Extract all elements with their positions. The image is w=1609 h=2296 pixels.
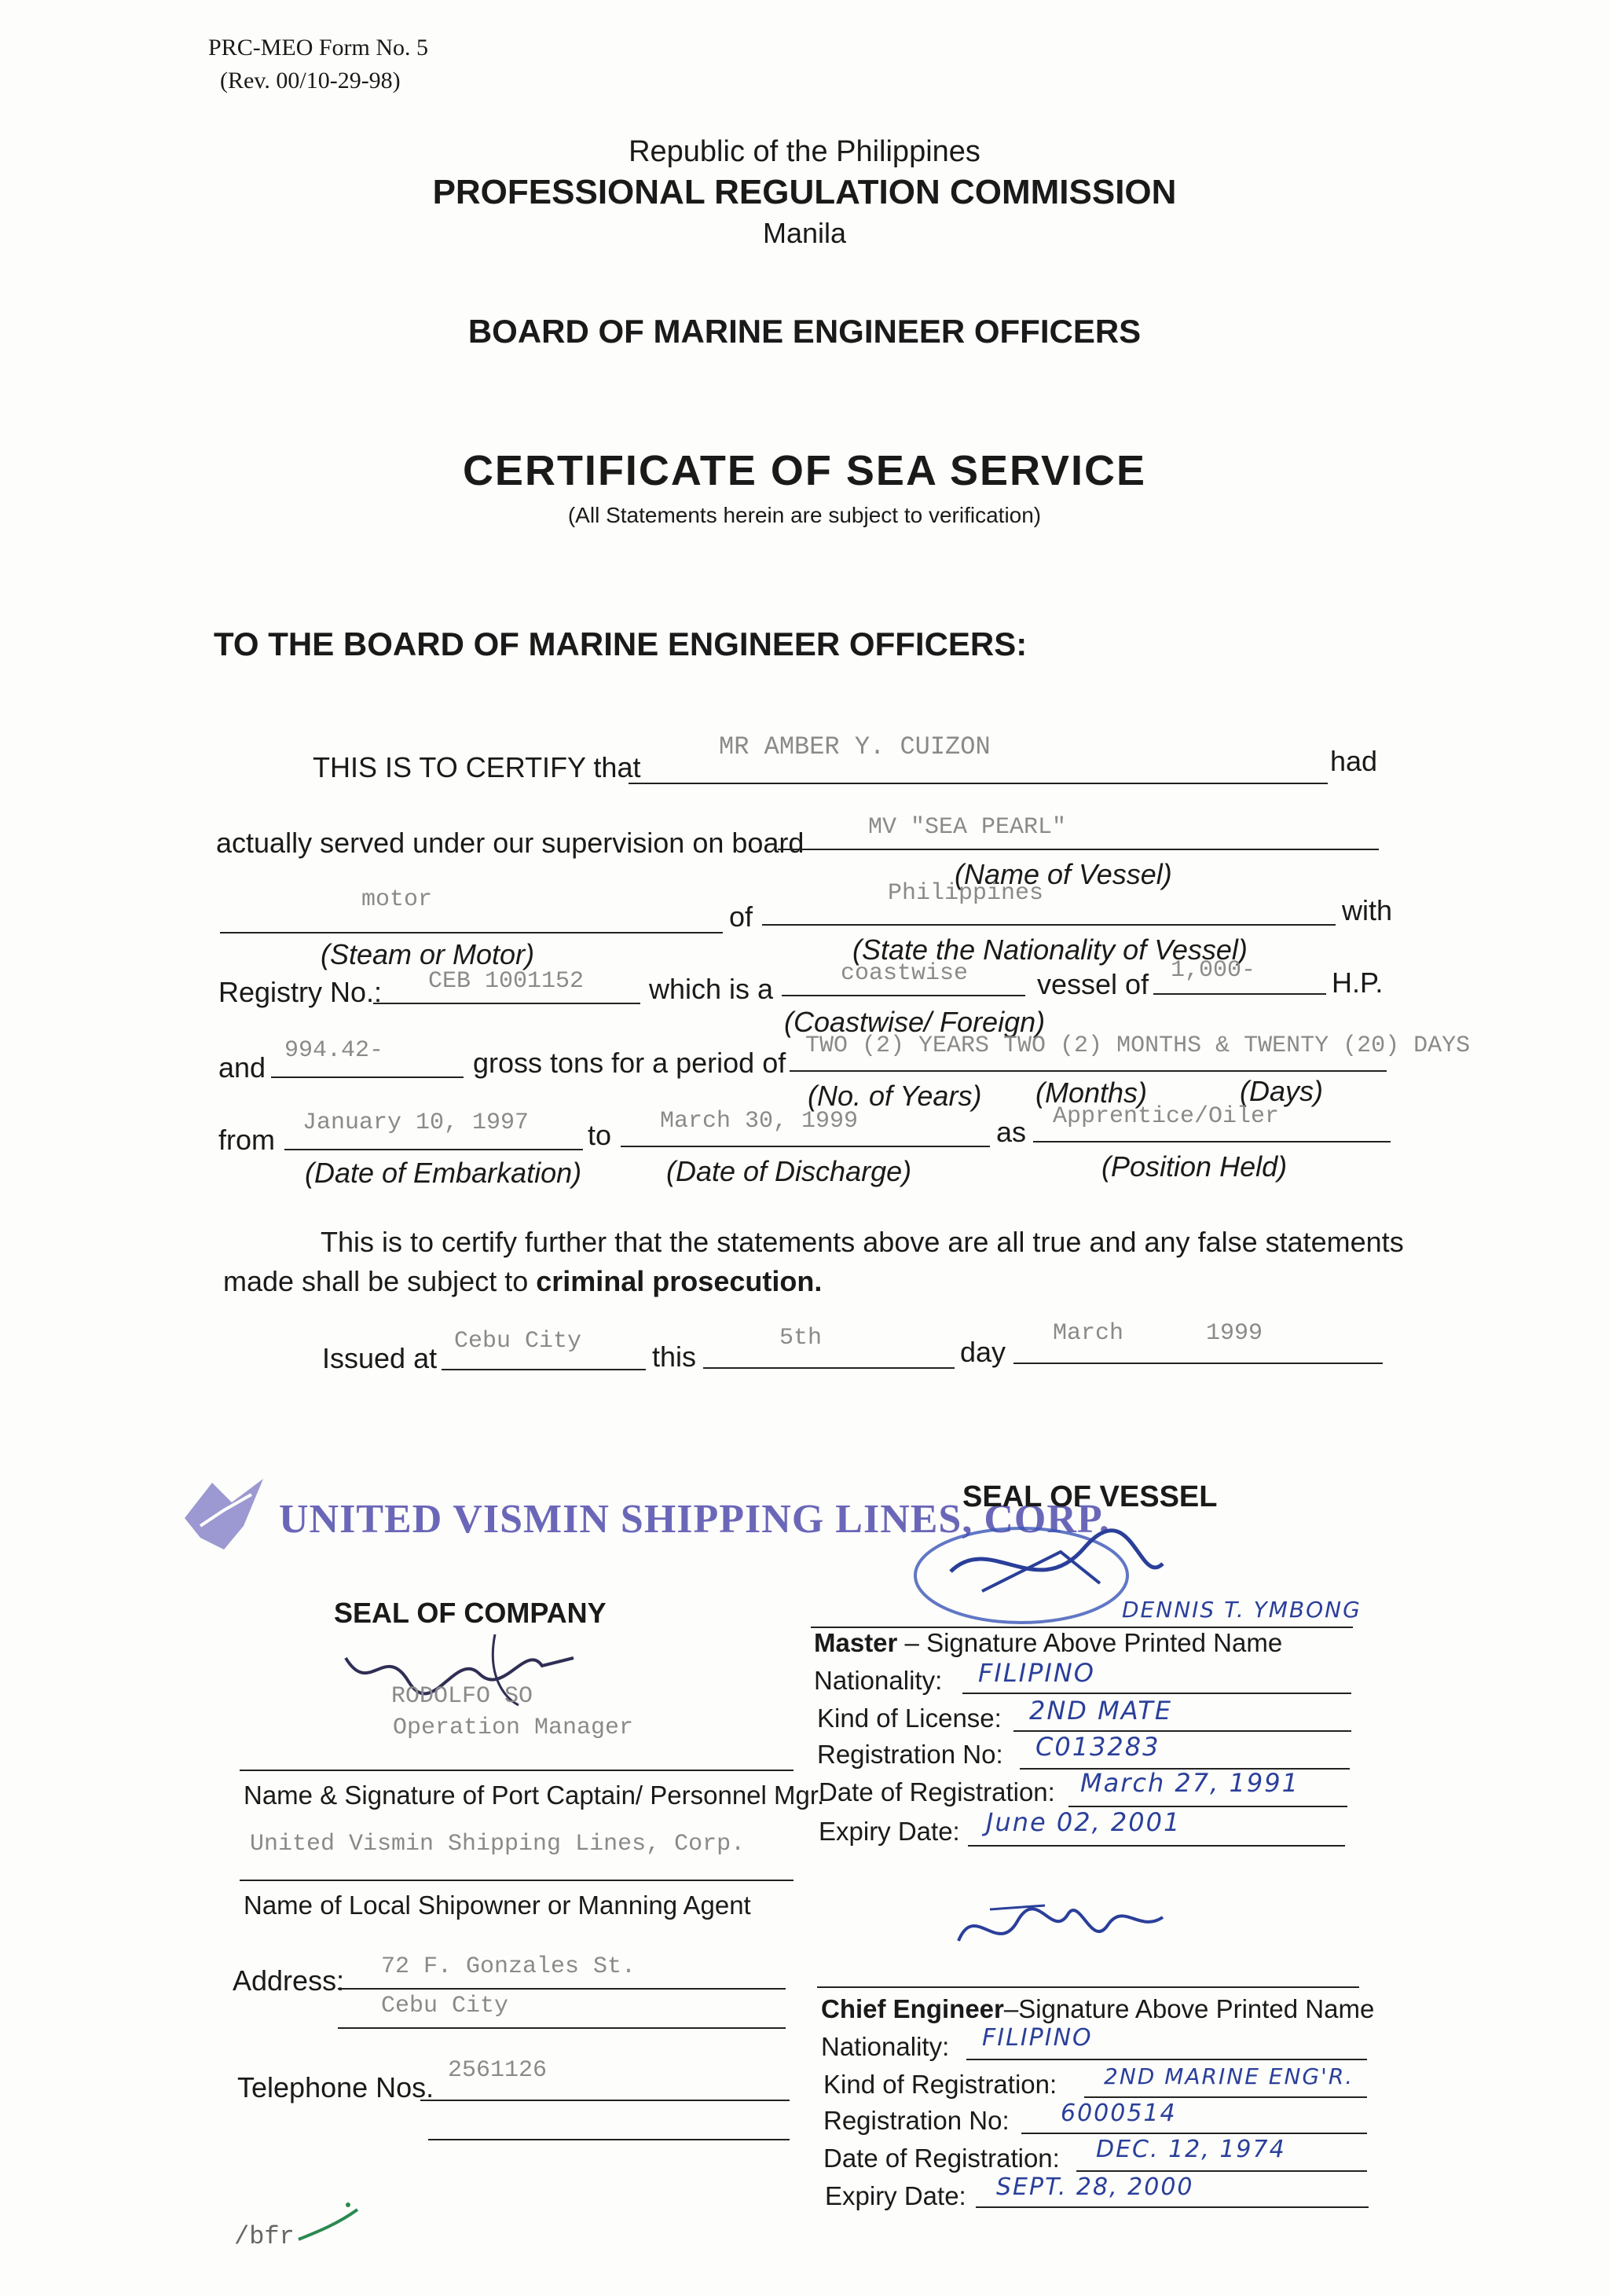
years-caption: (No. of Years) bbox=[808, 1080, 982, 1112]
served-label: actually served under our supervision on board bbox=[216, 827, 804, 859]
registry-line bbox=[373, 1003, 640, 1004]
phone-label: Telephone Nos. bbox=[237, 2071, 434, 2103]
manager-sig-caption: Name & Signature of Port Captain/ Personnel Mgr. bbox=[244, 1781, 825, 1810]
discharge-line bbox=[621, 1146, 990, 1147]
criminal-prosecution: criminal prosecution. bbox=[536, 1265, 823, 1297]
certificate-subtitle: (All Statements herein are subject to verification) bbox=[567, 503, 1042, 527]
chief-reg-no: 6000514 bbox=[1061, 2100, 1177, 2127]
master-nationality: FILIPINO bbox=[978, 1658, 1095, 1688]
issued-place: Cebu City bbox=[454, 1328, 582, 1355]
registry-value: CEB 1001152 bbox=[428, 968, 585, 995]
hp-line bbox=[1153, 993, 1326, 995]
tons-label: gross tons for a period of bbox=[473, 1047, 786, 1079]
nationality-caption: (State the Nationality of Vessel) bbox=[852, 933, 1248, 966]
initials: /bfr bbox=[234, 2222, 295, 2251]
period-value: TWO (2) YEARS TWO (2) MONTHS & TWENTY (20) DAYS bbox=[805, 1032, 1471, 1059]
embark-caption: (Date of Embarkation) bbox=[305, 1157, 582, 1189]
had-label: had bbox=[1330, 745, 1378, 777]
name-line bbox=[629, 783, 1328, 784]
address-line2: Cebu City bbox=[381, 1993, 509, 2019]
chief-nationality: FILIPINO bbox=[982, 2024, 1093, 2052]
initials-check-icon bbox=[295, 2200, 365, 2247]
of-label: of bbox=[729, 900, 753, 933]
address-line1-rule bbox=[338, 1988, 786, 1990]
and-label: and bbox=[218, 1051, 266, 1084]
certificate-title: CERTIFICATE OF SEA SERVICE bbox=[462, 447, 1147, 494]
period-line bbox=[790, 1070, 1387, 1072]
header-commission: PROFESSIONAL REGULATION COMMISSION bbox=[432, 173, 1177, 211]
issued-place-line bbox=[442, 1369, 646, 1370]
chief-caption-text: –Signature Above Printed Name bbox=[1003, 1994, 1375, 2023]
certify-label: THIS IS TO CERTIFY that bbox=[313, 751, 641, 783]
chief-signature-icon bbox=[943, 1886, 1178, 1964]
seal-of-vessel-label: SEAL OF VESSEL bbox=[962, 1480, 1218, 1513]
day-label: day bbox=[960, 1336, 1006, 1368]
master-reg-date: March 27, 1991 bbox=[1080, 1768, 1299, 1798]
master-nationality-line bbox=[962, 1693, 1351, 1694]
from-label: from bbox=[218, 1124, 275, 1156]
master-role: Master bbox=[814, 1628, 898, 1657]
form-number: PRC-MEO Form No. 5 bbox=[208, 35, 429, 61]
this-label: this bbox=[652, 1341, 697, 1373]
phone-line bbox=[420, 2100, 790, 2101]
shipowner-caption: Name of Local Shipowner or Manning Agent bbox=[244, 1891, 751, 1920]
vessel-of-label: vessel of bbox=[1037, 968, 1149, 1000]
manager-sig-line bbox=[240, 1770, 794, 1771]
master-expiry-line bbox=[968, 1845, 1345, 1847]
chief-expiry-label: Expiry Date: bbox=[825, 2181, 966, 2210]
months-caption: (Months) bbox=[1035, 1076, 1148, 1109]
chief-kind-line bbox=[1084, 2096, 1367, 2098]
chief-kind: 2ND MARINE ENG'R. bbox=[1104, 2063, 1354, 2089]
further-line1: This is to certify further that the statements above are all true and any false statements bbox=[321, 1226, 1404, 1258]
issued-month: March bbox=[1053, 1320, 1124, 1347]
tons-value: 994.42- bbox=[284, 1037, 384, 1064]
manager-name: RODOLFO SO bbox=[391, 1683, 533, 1710]
phone-line2 bbox=[428, 2139, 790, 2140]
phone-value: 2561126 bbox=[448, 2057, 548, 2084]
discharge-value: March 30, 1999 bbox=[660, 1108, 859, 1135]
chief-sig-line bbox=[817, 1986, 1359, 1988]
company-stamp: UNITED VISMIN SHIPPING LINES, CORP. bbox=[279, 1497, 1110, 1542]
registry-label: Registry No.: bbox=[218, 976, 383, 1008]
nationality-line bbox=[762, 924, 1336, 926]
form-revision: (Rev. 00/10-29-98) bbox=[220, 68, 401, 94]
chief-reg-date-label: Date of Registration: bbox=[823, 2144, 1060, 2173]
trade-value: coastwise bbox=[841, 960, 969, 987]
company-logo-icon bbox=[177, 1471, 271, 1557]
name-value: MR AMBER Y. CUIZON bbox=[719, 732, 991, 761]
chief-reg-date-line bbox=[1076, 2170, 1367, 2172]
master-reg-no-label: Registration No: bbox=[817, 1740, 1003, 1769]
shipowner-line bbox=[240, 1880, 794, 1881]
seal-of-company-label: SEAL OF COMPANY bbox=[334, 1597, 607, 1629]
issued-year: 1999 bbox=[1206, 1320, 1263, 1347]
master-expiry-label: Expiry Date: bbox=[819, 1817, 960, 1846]
chief-reg-date: DEC. 12, 1974 bbox=[1096, 2136, 1286, 2163]
which-label: which is a bbox=[649, 973, 774, 1005]
to-label: to bbox=[588, 1119, 612, 1151]
vessel-value: MV "SEA PEARL" bbox=[868, 814, 1067, 841]
nationality-value: Philippines bbox=[888, 880, 1044, 907]
header-board: BOARD OF MARINE ENGINEER OFFICERS bbox=[467, 313, 1142, 350]
chief-reg-no-label: Registration No: bbox=[823, 2106, 1010, 2135]
master-printed-name: DENNIS T. YMBONG bbox=[1122, 1597, 1362, 1623]
type-value: motor bbox=[361, 886, 433, 913]
chief-reg-no-line bbox=[1021, 2133, 1367, 2134]
master-nationality-label: Nationality: bbox=[814, 1666, 943, 1695]
position-caption: (Position Held) bbox=[1101, 1150, 1288, 1183]
position-value: Apprentice/Oiler bbox=[1053, 1103, 1280, 1130]
master-caption-text: – Signature Above Printed Name bbox=[897, 1628, 1283, 1657]
hp-value: 1,000- bbox=[1171, 957, 1256, 984]
master-license: 2ND MATE bbox=[1029, 1696, 1173, 1726]
chief-nationality-label: Nationality: bbox=[821, 2032, 950, 2061]
further-line2 bbox=[223, 1265, 822, 1298]
chief-kind-label: Kind of Registration: bbox=[823, 2070, 1057, 2099]
chief-expiry-line bbox=[976, 2206, 1369, 2208]
discharge-caption: (Date of Discharge) bbox=[666, 1155, 912, 1187]
master-license-label: Kind of License: bbox=[817, 1704, 1002, 1733]
hp-label: H.P. bbox=[1332, 966, 1384, 999]
issued-day-line bbox=[703, 1367, 955, 1369]
vessel-caption: (Name of Vessel) bbox=[955, 858, 1172, 890]
address-line1: 72 F. Gonzales St. bbox=[381, 1953, 636, 1980]
embark-line bbox=[284, 1149, 583, 1150]
embark-value: January 10, 1997 bbox=[302, 1109, 530, 1136]
header-republic: Republic of the Philippines bbox=[629, 135, 980, 168]
tons-line bbox=[271, 1076, 464, 1078]
type-caption: (Steam or Motor) bbox=[321, 938, 535, 970]
position-line bbox=[1033, 1141, 1391, 1142]
days-caption: (Days) bbox=[1240, 1075, 1323, 1107]
issued-label: Issued at bbox=[322, 1342, 438, 1374]
chief-caption bbox=[821, 1994, 1374, 2024]
issued-day: 5th bbox=[779, 1325, 823, 1352]
manager-title: Operation Manager bbox=[393, 1715, 634, 1741]
chief-role: Chief Engineer bbox=[821, 1994, 1004, 2023]
addressee: TO THE BOARD OF MARINE ENGINEER OFFICERS: bbox=[214, 625, 1028, 662]
trade-caption: (Coastwise/ Foreign) bbox=[784, 1006, 1046, 1038]
master-caption bbox=[814, 1628, 1282, 1658]
address-line2-rule bbox=[338, 2027, 786, 2029]
chief-expiry: SEPT. 28, 2000 bbox=[996, 2173, 1194, 2201]
with-label: with bbox=[1342, 894, 1393, 926]
vessel-line bbox=[778, 849, 1379, 850]
as-label: as bbox=[996, 1116, 1027, 1148]
master-reg-no: C013283 bbox=[1035, 1732, 1160, 1762]
issued-month-line bbox=[1013, 1363, 1383, 1364]
trade-line bbox=[782, 995, 1025, 996]
master-expiry: June 02, 2001 bbox=[986, 1807, 1182, 1837]
address-label: Address: bbox=[233, 1964, 345, 1997]
further-line2-text: made shall be subject to bbox=[223, 1265, 529, 1297]
chief-nationality-line bbox=[966, 2059, 1367, 2060]
shipowner-value: United Vismin Shipping Lines, Corp. bbox=[250, 1831, 746, 1858]
type-line bbox=[220, 932, 723, 933]
header-city: Manila bbox=[762, 217, 847, 249]
master-reg-date-label: Date of Registration: bbox=[819, 1777, 1055, 1806]
